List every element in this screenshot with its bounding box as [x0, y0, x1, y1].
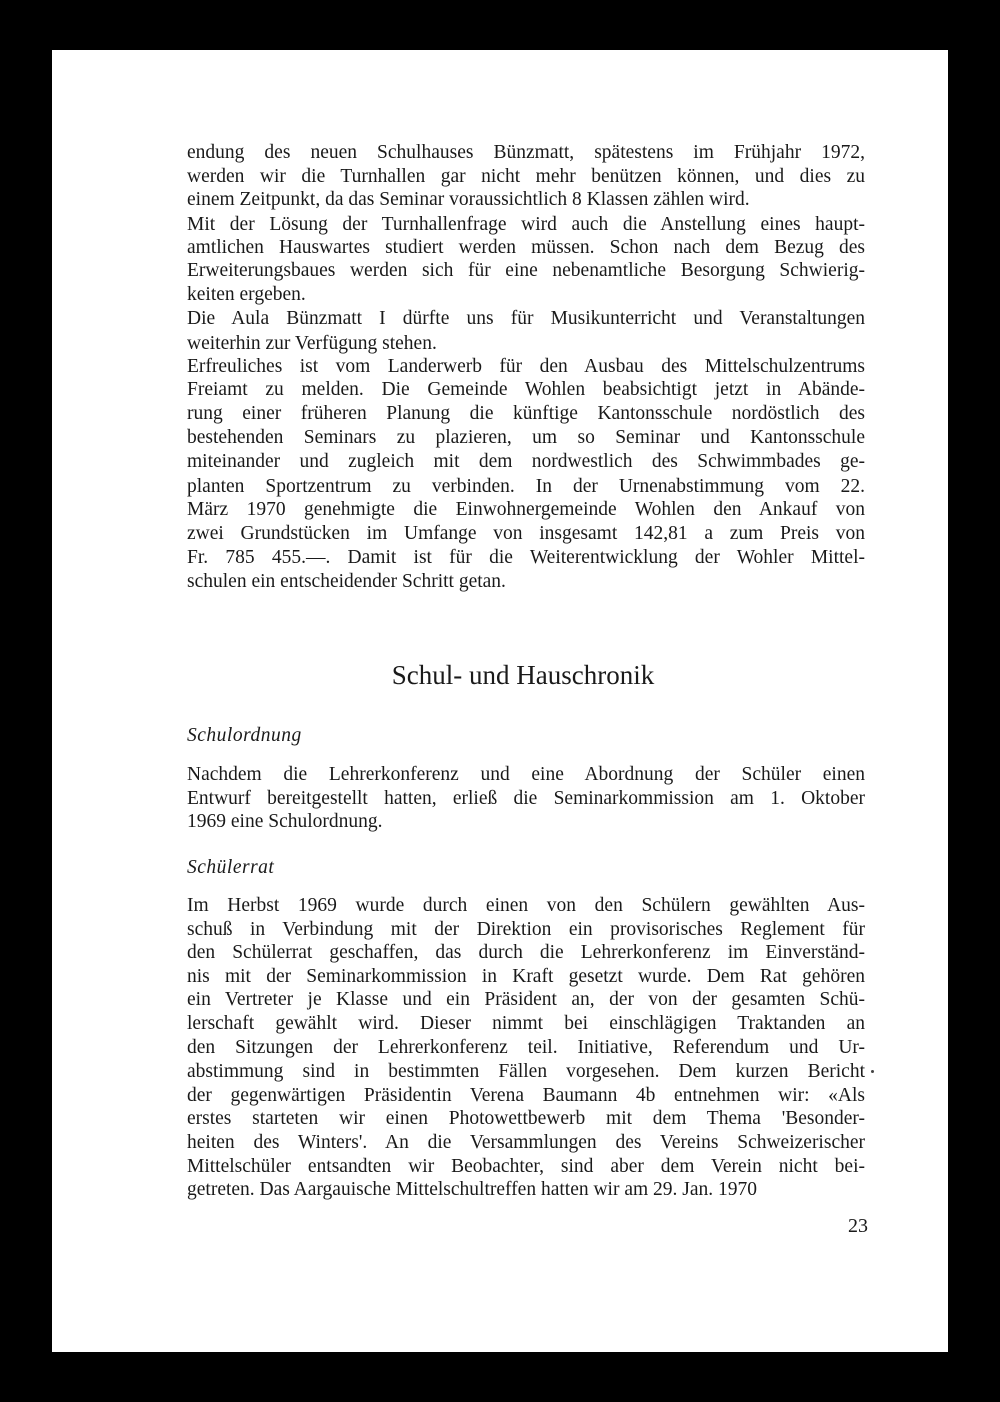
text-line: heiten des Winters'. An die Versammlungen des Vereins Schweizerischer [187, 1132, 865, 1153]
text-line: Erfreuliches ist vom Landerwerb für den Ausbau des Mittelschulzentrums [187, 356, 865, 377]
text-line: 1969 eine Schulordnung. [187, 811, 383, 832]
text-line: rung einer früheren Planung die künftige Kantonsschule nordöstlich des [187, 403, 865, 424]
text-line: einem Zeitpunkt, da das Seminar voraussichtlich 8 Klassen zählen wird. [187, 189, 750, 210]
subheading-schuelerrat: Schülerrat [187, 857, 275, 878]
text-line: März 1970 genehmigte die Einwohnergemeinde Wohlen den Ankauf von [187, 499, 865, 520]
text-line: Fr. 785 455.—. Damit ist für die Weiterentwicklung der Wohler Mittel- [187, 547, 865, 568]
section-heading: Schul- und Hauschronik [391, 660, 655, 690]
text-line: getreten. Das Aargauische Mittelschultreffen hatten wir am 29. Jan. 1970 [187, 1179, 758, 1200]
text-line: Entwurf bereitgestellt hatten, erließ die Seminarkommission am 1. Oktober [187, 788, 865, 809]
text-line: planten Sportzentrum zu verbinden. In der Urnenabstimmung vom 22. [187, 476, 865, 497]
text-line: zwei Grundstücken im Umfange von insgesamt 142,81 a zum Preis von [187, 523, 865, 544]
text-line: miteinander und zugleich mit dem nordwestlich des Schwimmbades ge- [187, 451, 865, 472]
text-line: endung des neuen Schulhauses Bünzmatt, spätestens im Frühjahr 1972, [187, 142, 865, 163]
text-line: Im Herbst 1969 wurde durch einen von den Schülern gewählten Aus- [187, 895, 865, 916]
text-line: den Schülerrat geschaffen, das durch die Lehrerkonferenz im Einverständ- [187, 942, 865, 963]
text-line: werden wir die Turnhallen gar nicht mehr benützen können, und dies zu [187, 166, 865, 187]
text-line: den Sitzungen der Lehrerkonferenz teil. Initiative, Referendum und Ur- [187, 1037, 865, 1058]
text-line: keiten ergeben. [187, 284, 306, 305]
text-line: nis mit der Seminarkommission in Kraft gesetzt wurde. Dem Rat gehören [187, 966, 865, 987]
text-line: Mittelschüler entsandten wir Beobachter, sind aber dem Verein nicht bei- [187, 1156, 865, 1177]
text-line: erstes starteten wir einen Photowettbewerb mit dem Thema 'Besonder- [187, 1108, 865, 1129]
text-line: Erweiterungsbaues werden sich für eine nebenamtliche Besorgung Schwierig- [187, 260, 865, 281]
text-line: Mit der Lösung der Turnhallenfrage wird auch die Anstellung eines haupt- [187, 214, 865, 235]
text-line: amtlichen Hauswartes studiert werden müssen. Schon nach dem Bezug des [187, 237, 865, 258]
scan-mark [871, 1070, 874, 1073]
text-line: abstimmung sind in bestimmten Fällen vorgesehen. Dem kurzen Bericht [187, 1061, 865, 1082]
text-line: der gegenwärtigen Präsidentin Verena Baumann 4b entnehmen wir: «Als [187, 1085, 865, 1106]
text-line: Nachdem die Lehrerkonferenz und eine Abordnung der Schüler einen [187, 764, 865, 785]
text-line: ein Vertreter je Klasse und ein Präsident an, der von der gesamten Schü- [187, 989, 865, 1010]
text-line: Freiamt zu melden. Die Gemeinde Wohlen beabsichtigt jetzt in Abände- [187, 379, 865, 400]
text-line: bestehenden Seminars zu plazieren, um so Seminar und Kantonsschule [187, 427, 865, 448]
document-page [52, 50, 948, 1352]
text-line: weiterhin zur Verfügung stehen. [187, 333, 437, 354]
text-line: Die Aula Bünzmatt I dürfte uns für Musikunterricht und Veranstaltungen [187, 308, 865, 329]
text-line: schulen ein entscheidender Schritt getan. [187, 571, 506, 592]
subheading-schulordnung: Schulordnung [187, 725, 302, 746]
page-number: 23 [848, 1215, 868, 1237]
text-line: lerschaft gewählt wird. Dieser nimmt bei einschlägigen Traktanden an [187, 1013, 865, 1034]
text-line: schuß in Verbindung mit der Direktion ein provisorisches Reglement für [187, 919, 865, 940]
